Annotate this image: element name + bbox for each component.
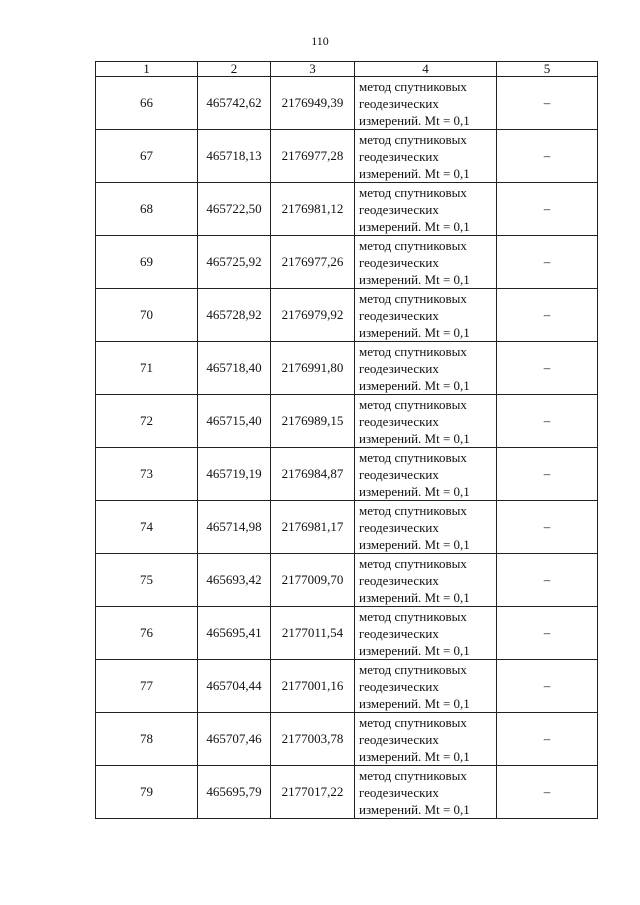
method-text-line: метод спутниковых <box>359 714 467 730</box>
table-row <box>96 183 598 236</box>
note-cell: – <box>497 501 598 554</box>
point-number-cell: 75 <box>96 554 198 607</box>
method-text-line: метод спутниковых <box>359 449 467 465</box>
method-text-line: геодезических <box>359 307 439 323</box>
method-text-line: геодезических <box>359 95 439 111</box>
method-cell <box>355 236 497 289</box>
note-cell: – <box>497 289 598 342</box>
y-coordinate-cell: 2176984,87 <box>271 448 355 501</box>
table-row <box>96 713 598 766</box>
x-coordinate-cell: 465714,98 <box>198 501 271 554</box>
method-text-line: измерений. Mt = 0,1 <box>359 112 470 128</box>
method-cell <box>355 183 497 236</box>
method-text-line: геодезических <box>359 360 439 376</box>
note-cell: – <box>497 448 598 501</box>
y-coordinate-cell: 2176991,80 <box>271 342 355 395</box>
method-cell <box>355 501 497 554</box>
method-text-line: метод спутниковых <box>359 555 467 571</box>
method-cell <box>355 77 497 130</box>
method-text-line: геодезических <box>359 254 439 270</box>
method-text-line: измерений. Mt = 0,1 <box>359 324 470 340</box>
y-coordinate-cell: 2177011,54 <box>271 607 355 660</box>
method-cell <box>355 342 497 395</box>
point-number-cell: 69 <box>96 236 198 289</box>
x-coordinate-cell: 465695,79 <box>198 766 271 819</box>
method-text-line: геодезических <box>359 784 439 800</box>
method-text-line: измерений. Mt = 0,1 <box>359 430 470 446</box>
note-cell: – <box>497 554 598 607</box>
method-text-line: геодезических <box>359 519 439 535</box>
table-header-row <box>96 62 598 77</box>
method-text-line: измерений. Mt = 0,1 <box>359 642 470 658</box>
y-coordinate-cell: 2176979,92 <box>271 289 355 342</box>
x-coordinate-cell: 465704,44 <box>198 660 271 713</box>
x-coordinate-cell: 465725,92 <box>198 236 271 289</box>
method-text-line: измерений. Mt = 0,1 <box>359 377 470 393</box>
method-text-line: метод спутниковых <box>359 767 467 783</box>
y-coordinate-cell: 2176977,28 <box>271 130 355 183</box>
method-cell <box>355 448 497 501</box>
page-number: 110 <box>311 34 329 48</box>
x-coordinate-cell: 465707,46 <box>198 713 271 766</box>
note-cell: – <box>497 713 598 766</box>
method-text-line: метод спутниковых <box>359 396 467 412</box>
method-text-line: геодезических <box>359 148 439 164</box>
method-text-line: геодезических <box>359 731 439 747</box>
point-number-cell: 77 <box>96 660 198 713</box>
method-text-line: измерений. Mt = 0,1 <box>359 165 470 181</box>
method-text-line: измерений. Mt = 0,1 <box>359 801 470 817</box>
table-row <box>96 501 598 554</box>
table-row <box>96 766 598 819</box>
y-coordinate-cell: 2177017,22 <box>271 766 355 819</box>
method-text-line: метод спутниковых <box>359 290 467 306</box>
method-text-line: метод спутниковых <box>359 608 467 624</box>
y-coordinate-cell: 2177003,78 <box>271 713 355 766</box>
method-text-line: метод спутниковых <box>359 237 467 253</box>
method-text-line: измерений. Mt = 0,1 <box>359 218 470 234</box>
table-row <box>96 289 598 342</box>
method-text-line: метод спутниковых <box>359 343 467 359</box>
table-row <box>96 236 598 289</box>
column-header-4: 4 <box>355 62 497 77</box>
table-row <box>96 395 598 448</box>
point-number-cell: 70 <box>96 289 198 342</box>
method-cell <box>355 289 497 342</box>
method-text-line: геодезических <box>359 201 439 217</box>
note-cell: – <box>497 607 598 660</box>
method-text-line: измерений. Mt = 0,1 <box>359 695 470 711</box>
point-number-cell: 79 <box>96 766 198 819</box>
y-coordinate-cell: 2176949,39 <box>271 77 355 130</box>
note-cell: – <box>497 395 598 448</box>
method-cell <box>355 766 497 819</box>
method-text-line: геодезических <box>359 625 439 641</box>
y-coordinate-cell: 2176977,26 <box>271 236 355 289</box>
table-row <box>96 342 598 395</box>
method-cell <box>355 395 497 448</box>
x-coordinate-cell: 465728,92 <box>198 289 271 342</box>
note-cell: – <box>497 183 598 236</box>
method-text-line: геодезических <box>359 678 439 694</box>
x-coordinate-cell: 465718,13 <box>198 130 271 183</box>
table-row <box>96 554 598 607</box>
method-text-line: измерений. Mt = 0,1 <box>359 748 470 764</box>
x-coordinate-cell: 465742,62 <box>198 77 271 130</box>
method-text-line: измерений. Mt = 0,1 <box>359 483 470 499</box>
x-coordinate-cell: 465695,41 <box>198 607 271 660</box>
point-number-cell: 67 <box>96 130 198 183</box>
point-number-cell: 78 <box>96 713 198 766</box>
method-text-line: геодезических <box>359 413 439 429</box>
note-cell: – <box>497 77 598 130</box>
point-number-cell: 68 <box>96 183 198 236</box>
method-text-line: метод спутниковых <box>359 78 467 94</box>
method-text-line: метод спутниковых <box>359 502 467 518</box>
note-cell: – <box>497 342 598 395</box>
x-coordinate-cell: 465718,40 <box>198 342 271 395</box>
column-header-1: 1 <box>96 62 198 77</box>
table-row <box>96 660 598 713</box>
x-coordinate-cell: 465693,42 <box>198 554 271 607</box>
method-text-line: измерений. Mt = 0,1 <box>359 271 470 287</box>
point-number-cell: 72 <box>96 395 198 448</box>
x-coordinate-cell: 465719,19 <box>198 448 271 501</box>
method-cell <box>355 130 497 183</box>
method-text-line: геодезических <box>359 466 439 482</box>
y-coordinate-cell: 2177001,16 <box>271 660 355 713</box>
table-body <box>96 77 598 819</box>
note-cell: – <box>497 766 598 819</box>
table-row <box>96 607 598 660</box>
y-coordinate-cell: 2176981,17 <box>271 501 355 554</box>
note-cell: – <box>497 236 598 289</box>
method-cell <box>355 554 497 607</box>
method-text-line: метод спутниковых <box>359 184 467 200</box>
column-header-3: 3 <box>271 62 355 77</box>
note-cell: – <box>497 130 598 183</box>
column-header-2: 2 <box>198 62 271 77</box>
point-number-cell: 71 <box>96 342 198 395</box>
point-number-cell: 76 <box>96 607 198 660</box>
point-number-cell: 73 <box>96 448 198 501</box>
y-coordinate-cell: 2177009,70 <box>271 554 355 607</box>
method-cell <box>355 660 497 713</box>
y-coordinate-cell: 2176981,12 <box>271 183 355 236</box>
x-coordinate-cell: 465715,40 <box>198 395 271 448</box>
table-row <box>96 77 598 130</box>
note-cell: – <box>497 660 598 713</box>
column-header-5: 5 <box>497 62 598 77</box>
coordinates-table <box>95 61 598 819</box>
method-text-line: измерений. Mt = 0,1 <box>359 536 470 552</box>
method-text-line: измерений. Mt = 0,1 <box>359 589 470 605</box>
method-text-line: метод спутниковых <box>359 661 467 677</box>
method-cell <box>355 607 497 660</box>
method-cell <box>355 713 497 766</box>
table-row <box>96 130 598 183</box>
point-number-cell: 74 <box>96 501 198 554</box>
table-row <box>96 448 598 501</box>
method-text-line: геодезических <box>359 572 439 588</box>
y-coordinate-cell: 2176989,15 <box>271 395 355 448</box>
point-number-cell: 66 <box>96 77 198 130</box>
method-text-line: метод спутниковых <box>359 131 467 147</box>
x-coordinate-cell: 465722,50 <box>198 183 271 236</box>
